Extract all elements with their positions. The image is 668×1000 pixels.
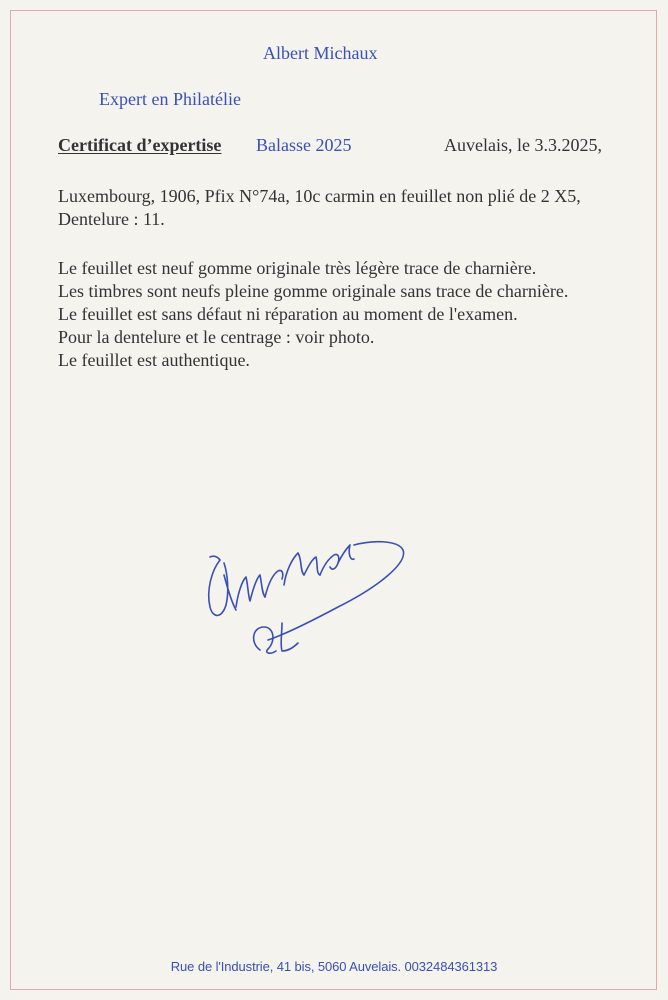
assessment-line: Le feuillet est sans défaut ni réparation au moment de l'examen. (58, 304, 518, 324)
place-date: Auvelais, le 3.3.2025, (444, 135, 602, 155)
footer-address: Rue de l'Industrie, 41 bis, 5060 Auvelais. 0032484361313 (170, 959, 498, 974)
assessment-line: Le feuillet est neuf gomme originale très légère trace de charnière. (58, 258, 537, 278)
certificate-reference: Balasse 2025 (256, 135, 352, 155)
page-border (10, 10, 657, 990)
expert-title: Expert en Philatélie (99, 89, 241, 109)
assessment-line: Le feuillet est authentique. (58, 350, 250, 370)
expert-name: Albert Michaux (263, 43, 378, 63)
handwritten-signature (198, 515, 418, 665)
description-line: Luxembourg, 1906, Pfix N°74a, 10c carmin en feuillet non plié de 2 X5, (58, 186, 581, 206)
assessment-paragraph (58, 257, 568, 372)
description-line: Dentelure : 11. (58, 209, 165, 229)
item-description (58, 185, 581, 231)
certificate-label: Certificat d’expertise (58, 135, 222, 155)
assessment-line: Les timbres sont neufs pleine gomme originale sans trace de charnière. (58, 281, 569, 301)
assessment-line: Pour la dentelure et le centrage : voir photo. (58, 327, 375, 347)
